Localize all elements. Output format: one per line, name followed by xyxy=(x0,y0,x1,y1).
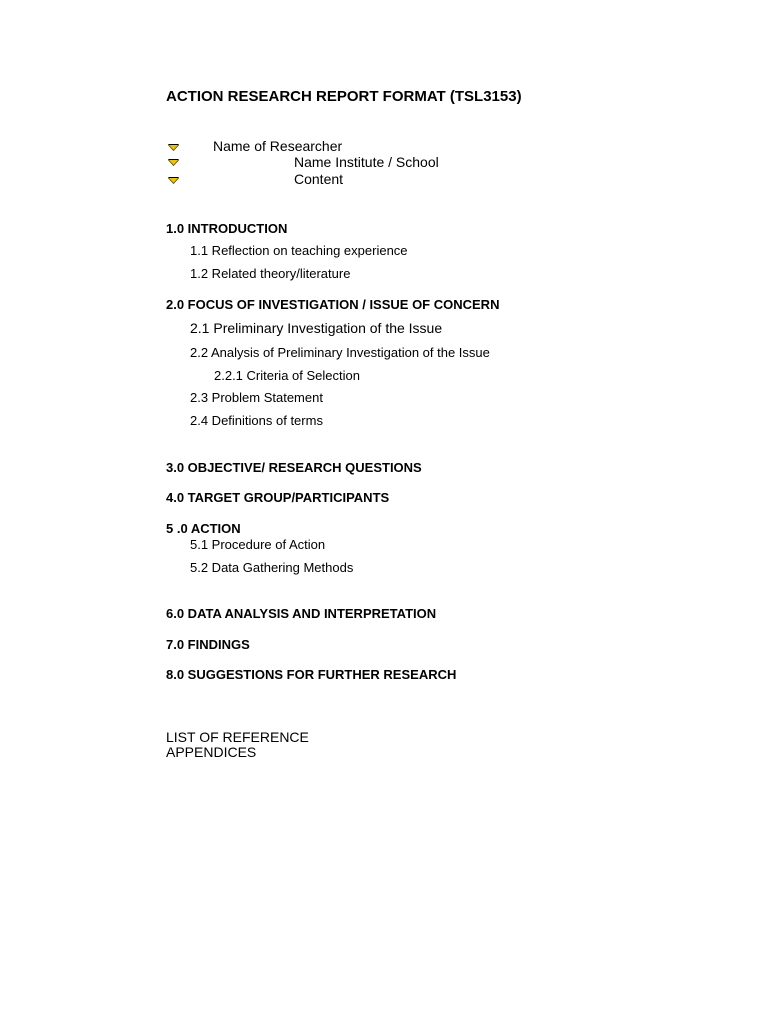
subsection-item: 2.2 Analysis of Preliminary Investigation of the Issue xyxy=(190,345,490,360)
subsection-item: 5.1 Procedure of Action xyxy=(190,537,326,552)
document-title: ACTION RESEARCH REPORT FORMAT (TSL3153) xyxy=(166,88,522,105)
section-heading-focus: 2.0 FOCUS OF INVESTIGATION / ISSUE OF CONCERN xyxy=(166,297,500,312)
bullet-item-content: Content xyxy=(294,171,344,187)
section-heading-action: 5 .0 ACTION xyxy=(166,521,241,536)
subsection-item: 2.2.1 Criteria of Selection xyxy=(214,368,360,383)
subsection-item: 2.4 Definitions of terms xyxy=(190,413,323,428)
arrow-bullet-icon xyxy=(168,158,179,166)
appendices: APPENDICES xyxy=(166,744,257,760)
subsection-item: 1.2 Related theory/literature xyxy=(190,266,351,281)
arrow-bullet-icon xyxy=(168,143,179,151)
bullet-item-institute: Name Institute / School xyxy=(294,154,439,170)
section-heading-suggestions: 8.0 SUGGESTIONS FOR FURTHER RESEARCH xyxy=(166,667,457,682)
list-of-reference: LIST OF REFERENCE xyxy=(166,729,309,745)
subsection-item: 1.1 Reflection on teaching experience xyxy=(190,243,408,258)
bullet-item-researcher: Name of Researcher xyxy=(213,138,343,154)
subsection-item: 2.1 Preliminary Investigation of the Issue xyxy=(190,320,443,336)
section-heading-target-group: 4.0 TARGET GROUP/PARTICIPANTS xyxy=(166,490,390,505)
subsection-item: 5.2 Data Gathering Methods xyxy=(190,560,354,575)
section-heading-objective: 3.0 OBJECTIVE/ RESEARCH QUESTIONS xyxy=(166,460,422,475)
section-heading-findings: 7.0 FINDINGS xyxy=(166,637,250,652)
subsection-item: 2.3 Problem Statement xyxy=(190,390,323,405)
arrow-bullet-icon xyxy=(168,176,179,184)
section-heading-introduction: 1.0 INTRODUCTION xyxy=(166,221,288,236)
section-heading-data-analysis: 6.0 DATA ANALYSIS AND INTERPRETATION xyxy=(166,606,437,621)
